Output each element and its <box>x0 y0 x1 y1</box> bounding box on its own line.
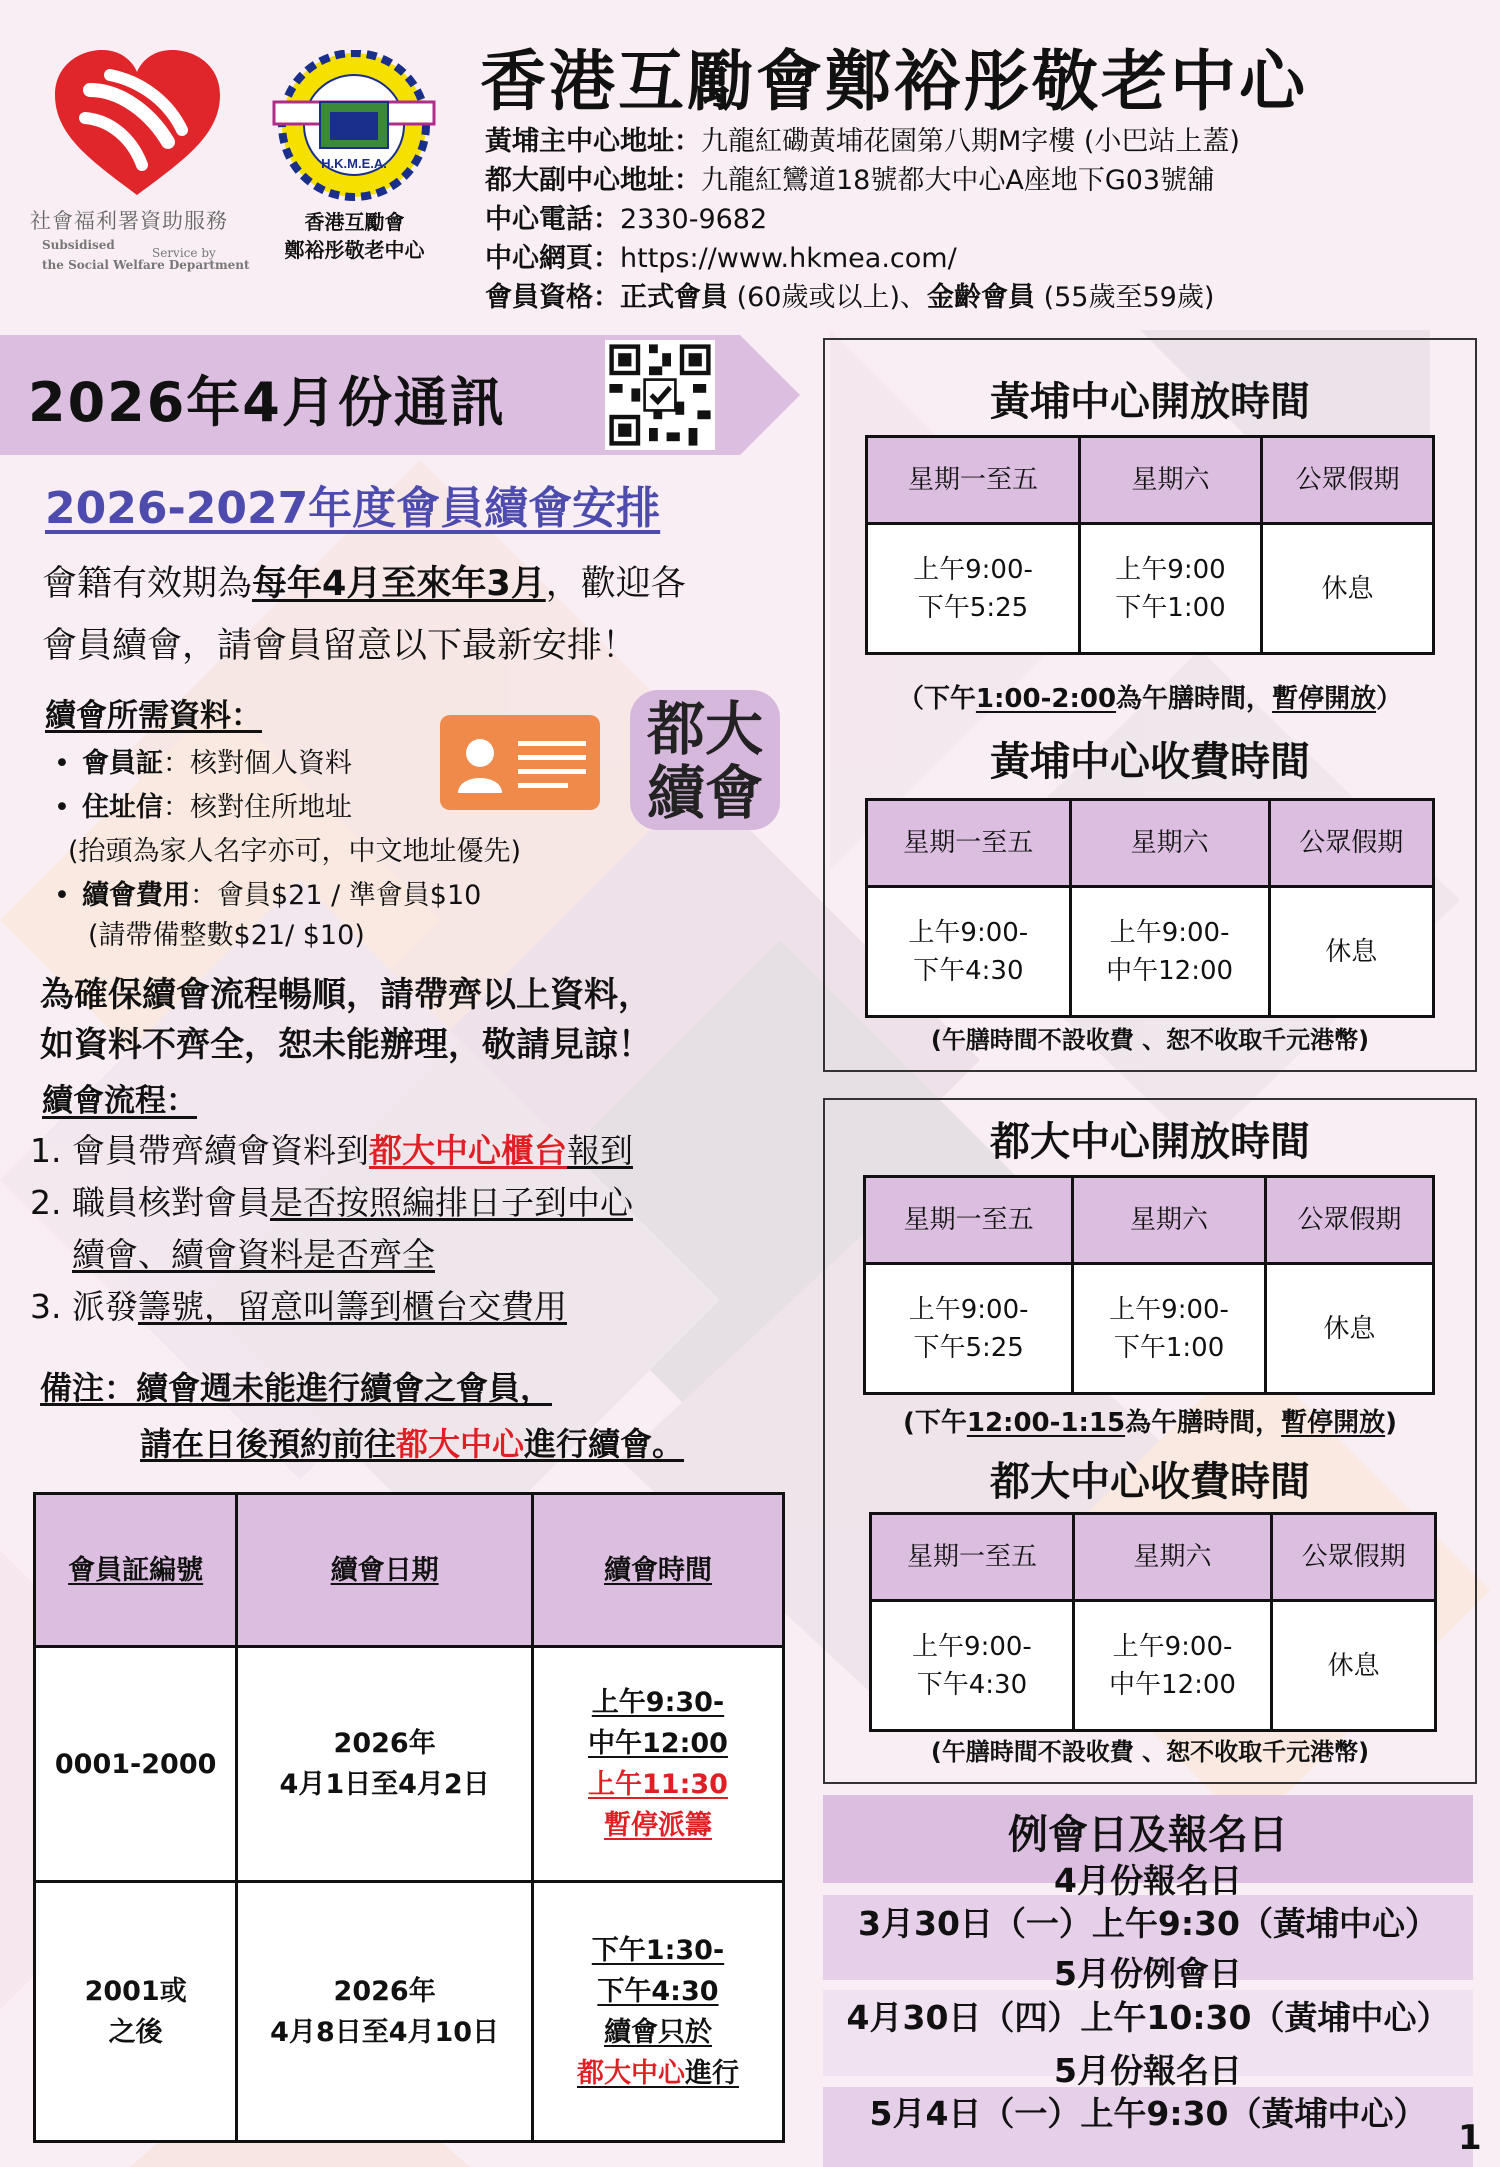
cell-line: 休息 <box>1325 936 1378 967</box>
table-cell <box>1262 524 1434 654</box>
cell-line: 上午9:00- <box>908 1294 1029 1325</box>
badge-line: 都大 <box>646 695 763 763</box>
cell-line: 2026年 <box>333 1975 436 2007</box>
cell-line <box>534 2053 782 2094</box>
note-text: (下午 <box>902 1408 967 1438</box>
info-label: 中心網頁： <box>485 243 620 274</box>
badge-line: 續會 <box>646 759 763 827</box>
info-value: 正式會員 <box>620 282 728 313</box>
table-cell <box>1269 887 1433 1017</box>
hkmea-org-name <box>262 208 447 264</box>
step-text: 報到 <box>566 1131 633 1170</box>
info-label: 中心電話： <box>485 204 620 235</box>
remark-line: 備注：續會週未能進行續會之會員， <box>40 1369 553 1407</box>
table-cell <box>867 887 1071 1017</box>
list-item <box>48 786 521 830</box>
info-label: 黃埔主中心地址： <box>485 126 701 157</box>
table-header <box>237 1494 533 1647</box>
table-cell <box>1073 1264 1266 1394</box>
table-cell <box>865 1264 1073 1394</box>
table-header: 星期一至五 <box>871 1514 1074 1601</box>
table-cell <box>871 1601 1074 1731</box>
note-text: 為午膳時間， <box>1125 1408 1282 1438</box>
du-renewal-badge <box>630 697 780 825</box>
newsletter-title: 2026年4月份通訊 <box>28 371 506 434</box>
renewal-schedule-table <box>33 1492 785 2143</box>
info-row-phone <box>485 200 1240 239</box>
website-link[interactable]: https://www.hkmea.com/ <box>620 243 957 274</box>
renewal-flow-steps <box>30 1125 633 1333</box>
item-label: 會員証 <box>82 748 163 779</box>
table-header-row <box>35 1494 784 1647</box>
whampoa-fee-note: (午膳時間不設收費 、恕不收取千元港幣) <box>930 1026 1370 1054</box>
renewal-remark <box>40 1360 684 1472</box>
table-header: 星期六 <box>1079 437 1261 524</box>
cell-line: 下午4:30 <box>913 955 1024 986</box>
table-row <box>867 524 1434 654</box>
renewal-intro <box>42 553 762 677</box>
table-header: 公眾假期 <box>1272 1514 1436 1601</box>
cell-line: 上午9:00- <box>908 917 1029 948</box>
meetings-section <box>823 1795 1473 2167</box>
hkmea-name-line2: 鄭裕彤敬老中心 <box>284 238 425 262</box>
info-row-sub-address <box>485 161 1240 200</box>
meeting-label: 5月份例會日 <box>1054 1954 1242 1993</box>
page-number: 1 <box>1458 2118 1482 2158</box>
cell-line: 上午9:30- <box>591 1687 725 1718</box>
cell-line: 上午11:30 <box>588 1769 728 1800</box>
table-cell <box>237 1882 533 2142</box>
info-label: 會員資格： <box>485 282 620 313</box>
table-cell <box>237 1647 533 1882</box>
table-row <box>35 1882 784 2142</box>
step-text: 籌號，留意叫籌到櫃台交費用 <box>137 1287 567 1326</box>
du-fee-note: (午膳時間不設收費 、恕不收取千元港幣) <box>930 1738 1370 1766</box>
cell-highlight: 都大中心 <box>576 2057 685 2089</box>
table-row <box>867 887 1434 1017</box>
table-header <box>35 1494 237 1647</box>
note-text: 暫停開放 <box>1281 1408 1386 1438</box>
qr-code-icon[interactable] <box>605 340 715 450</box>
cell-line: 2001或 <box>84 1975 187 2007</box>
info-row-membership <box>485 278 1240 317</box>
list-item <box>48 874 521 918</box>
flow-step-2-cont: 續會、續會資料是否齊全 <box>72 1235 435 1274</box>
cell-line: 續會只於 <box>603 2016 712 2048</box>
swd-en-line3: the Social Welfare Department <box>42 258 250 272</box>
note-text: 暫停開放 <box>1272 684 1377 714</box>
whampoa-open-title: 黃埔中心開放時間 <box>990 379 1310 425</box>
swd-subsidised-cn: 社會福利署資助服務 <box>30 209 228 233</box>
cell-line: 下午1:00 <box>1115 592 1226 623</box>
hkmea-logo-text: H.K.M.E.A. <box>321 156 387 171</box>
remark-text: 請在日後預約前往 <box>140 1425 397 1463</box>
table-row <box>865 1264 1434 1394</box>
table-cell <box>1079 524 1261 654</box>
info-label: 都大副中心地址： <box>485 165 701 196</box>
remark-text: 進行續會。 <box>524 1425 685 1463</box>
info-value: 金齡會員 <box>927 282 1036 313</box>
table-header-row <box>871 1514 1436 1601</box>
remark-highlight: 都大中心 <box>396 1425 525 1463</box>
cell-line: 上午9:00- <box>1109 1294 1229 1325</box>
whampoa-fee-table <box>865 798 1435 1018</box>
table-cell <box>1272 1601 1436 1731</box>
cell-line: 4月8日至4月10日 <box>270 2016 500 2048</box>
meetings-title: 例會日及報名日 <box>1008 1812 1288 1858</box>
whampoa-open-table <box>865 435 1435 655</box>
intro-text: 會員續會，請會員留意以下最新安排！ <box>42 626 638 666</box>
whampoa-fee-title: 黃埔中心收費時間 <box>990 739 1310 785</box>
step-text: 是否按照編排日子到中心 <box>269 1183 633 1222</box>
cell-line: 暫停派籌 <box>603 1810 712 1841</box>
cell-line: 中午12:00 <box>1106 955 1234 986</box>
hkmea-name-line1: 香港互勵會 <box>304 210 405 234</box>
cell-line: 下午5:25 <box>913 1332 1024 1363</box>
cell-line: 下午5:25 <box>917 592 1029 623</box>
table-header-row <box>867 437 1434 524</box>
notice-line: 如資料不齊全，恕未能辦理，敬請見諒！ <box>40 1025 652 1065</box>
table-header: 公眾假期 <box>1262 437 1434 524</box>
validity-period: 每年4月至來年3月 <box>252 564 546 604</box>
table-cell <box>1073 1601 1271 1731</box>
table-cell <box>867 524 1080 654</box>
du-fee-table <box>869 1512 1437 1732</box>
cell-line: 上午9:00- <box>1109 917 1230 948</box>
item-text: ：核對個人資料 <box>163 748 352 779</box>
cell-line: 休息 <box>1321 573 1374 604</box>
cell-line: 中午12:00 <box>1109 1669 1236 1700</box>
item-label: 住址信 <box>82 792 163 823</box>
cell-line: 中午12:00 <box>588 1728 728 1759</box>
note-text: ) <box>1385 1408 1398 1438</box>
du-open-table <box>863 1175 1435 1395</box>
step-text: 2. 職員核對會員 <box>30 1183 270 1222</box>
list-subnote: (抬頭為家人名字亦可，中文地址優先) <box>68 836 522 867</box>
renewal-notice <box>40 970 652 1070</box>
flow-step-2 <box>30 1177 633 1229</box>
renewal-flow-title: 續會流程： <box>42 1083 197 1119</box>
swd-en-line2: Service by <box>152 246 216 260</box>
table-row <box>35 1647 784 1882</box>
flow-step-3 <box>30 1281 633 1333</box>
remark-line <box>40 1416 684 1472</box>
table-header-row <box>865 1177 1434 1264</box>
info-value: 九龍紅鸞道18號都大中心A座地下G03號舖 <box>701 165 1215 196</box>
table-header: 星期六 <box>1073 1177 1266 1264</box>
table-cell <box>532 1882 783 2142</box>
table-cell <box>1265 1264 1433 1394</box>
intro-text: 會籍有效期為 <box>42 564 253 604</box>
meeting-date: 3月30日（一）上午9:30（黃埔中心） <box>858 1904 1438 1943</box>
info-value: 九龍紅磡黃埔花園第八期M字樓 (小巴站上蓋) <box>701 126 1240 157</box>
requirements-list <box>48 742 521 954</box>
cell-line: 下午1:30- <box>591 1934 725 1966</box>
header-text: 會員証編號 <box>68 1554 204 1586</box>
note-text: 1:00-2:00 <box>975 684 1117 714</box>
cell-line: 下午4:30 <box>916 1669 1028 1700</box>
meeting-label: 4月份報名日 <box>1054 1861 1242 1900</box>
intro-text: ，歡迎各 <box>545 564 686 604</box>
table-header-row <box>867 800 1434 887</box>
table-cell <box>1070 887 1269 1017</box>
item-text: ：會員$21 / 準會員$10 <box>190 880 482 911</box>
note-text: （下午 <box>897 684 976 714</box>
du-open-title: 都大中心開放時間 <box>990 1119 1310 1165</box>
table-cell <box>35 1882 237 2142</box>
info-value: 、 <box>900 282 928 313</box>
table-cell <box>532 1647 783 1882</box>
info-value: 2330-9682 <box>620 204 768 235</box>
table-cell: 0001-2000 <box>35 1647 237 1882</box>
table-row <box>871 1601 1436 1731</box>
flow-step-1 <box>30 1125 633 1177</box>
cell-line: 之後 <box>108 2016 163 2048</box>
cell-line: 上午9:00- <box>912 1631 1032 1662</box>
table-header <box>532 1494 783 1647</box>
info-value: (60歲或以上) <box>728 282 901 313</box>
list-subnote: (請帶備整數$21/ $10) <box>88 920 365 951</box>
whampoa-hours-box <box>823 338 1477 1072</box>
info-value: (55歲至59歲) <box>1035 282 1215 313</box>
info-row-main-address <box>485 122 1240 161</box>
notice-line: 為確保續會流程暢順，請帶齊以上資料， <box>40 975 652 1015</box>
du-fee-title: 都大中心收費時間 <box>990 1459 1310 1505</box>
info-row-website <box>485 239 1240 278</box>
page-title: 香港互勵會鄭裕彤敬老中心 <box>480 43 1308 120</box>
center-info <box>485 122 1240 317</box>
cell-line: 下午1:00 <box>1113 1332 1225 1363</box>
note-text: ） <box>1376 684 1403 714</box>
du-lunch-note <box>825 1402 1475 1439</box>
swd-heart-logo <box>50 50 225 200</box>
cell-text: 進行 <box>684 2057 739 2089</box>
table-header: 星期一至五 <box>865 1177 1073 1264</box>
table-header: 公眾假期 <box>1265 1177 1433 1264</box>
cell-line: 休息 <box>1323 1313 1376 1344</box>
cell-line: 2026年 <box>333 1728 436 1759</box>
meeting-date: 4月30日（四）上午10:30（黃埔中心） <box>846 1998 1450 2037</box>
meeting-label: 5月份報名日 <box>1054 2051 1242 2090</box>
step-text: 1. 會員帶齊續會資料到 <box>30 1131 369 1170</box>
cell-line: 下午4:30 <box>597 1975 719 2007</box>
cell-line: 4月1日至4月2日 <box>279 1769 490 1800</box>
table-header: 星期六 <box>1070 800 1269 887</box>
cell-line: 上午9:00- <box>1112 1631 1233 1662</box>
whampoa-lunch-note <box>825 678 1475 715</box>
table-header: 公眾假期 <box>1269 800 1433 887</box>
list-item <box>48 742 521 786</box>
requirements-title: 續會所需資料： <box>45 698 262 734</box>
cell-line: 上午9:00 <box>1115 554 1226 585</box>
meeting-date: 5月4日（一）上午9:30（黃埔中心） <box>869 2094 1427 2133</box>
du-hours-box <box>823 1098 1477 1784</box>
note-text: 12:00-1:15 <box>966 1408 1126 1438</box>
table-header: 星期一至五 <box>867 437 1080 524</box>
step-text: 3. 派發 <box>30 1287 138 1326</box>
swd-en-line1: Subsidised <box>42 238 115 252</box>
header-text: 續會時間 <box>603 1554 712 1586</box>
cell-line: 休息 <box>1327 1650 1380 1681</box>
item-label: 續會費用 <box>82 880 190 911</box>
renewal-section-title: 2026-2027年度會員續會安排 <box>45 483 661 534</box>
step-highlight: 都大中心櫃台 <box>368 1131 567 1170</box>
cell-line: 上午9:00- <box>913 554 1033 585</box>
table-header: 星期六 <box>1073 1514 1271 1601</box>
note-text: 為午膳時間， <box>1116 684 1273 714</box>
header-text: 續會日期 <box>330 1554 439 1586</box>
item-text: ：核對住所地址 <box>163 792 352 823</box>
table-header: 星期一至五 <box>867 800 1071 887</box>
